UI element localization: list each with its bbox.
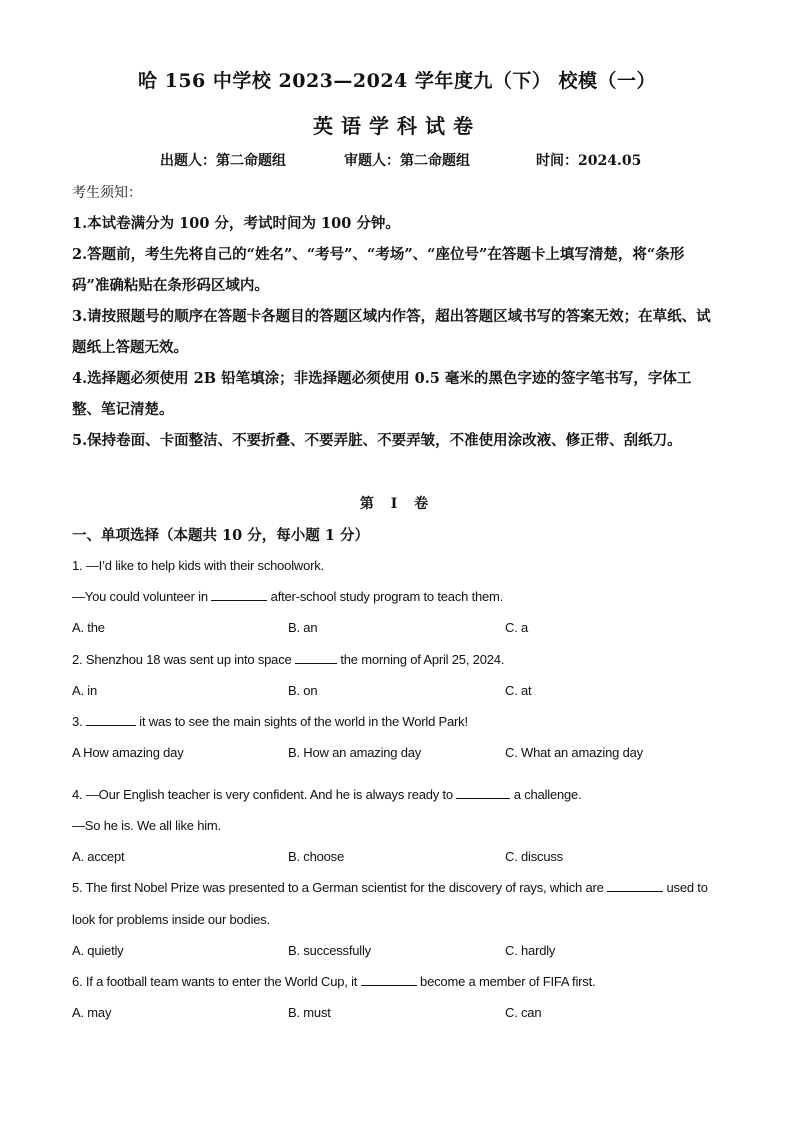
option-a: A. in — [72, 683, 98, 698]
option-a: A. quietly — [72, 943, 124, 958]
question-text: after-school study program to teach them. — [267, 589, 504, 604]
option-b: B. must — [288, 1005, 331, 1020]
notice-item: 4.选择题必须使用 2B 铅笔填涂；非选择题必须使用 0.5 毫米的黑色字迹的签字笔书写，字体工整、笔记清楚。 — [72, 370, 692, 418]
question-5 — [72, 872, 722, 903]
option-a: A. may — [72, 1005, 112, 1020]
answer-blank — [86, 713, 136, 726]
question-text: 5. The first Nobel Prize was presented to a German scientist for the discovery of rays, which are — [72, 880, 608, 895]
question-5-line2: look for problems inside our bodies. — [72, 912, 271, 927]
question-text: become a member of FIFA first. — [416, 974, 596, 989]
option-c: C. a — [505, 620, 529, 635]
setter-text: 出题人：第二命题组 — [160, 153, 286, 169]
exam-subtitle: 英语学科试卷 — [313, 114, 481, 138]
answer-blank — [295, 651, 337, 664]
notice-item: 3.请按照题号的顺序在答题卡各题目的答题区域内作答，超出答题区域书写的答案无效；在草纸、试题纸上答题无效。 — [72, 308, 711, 356]
question-4 — [72, 779, 722, 810]
question-2 — [72, 644, 722, 675]
option-c: C. at — [505, 683, 532, 698]
question-text: it was to see the main sights of the world in the World Park! — [135, 714, 468, 729]
question-3 — [72, 706, 722, 737]
option-c: C. What an amazing day — [505, 745, 643, 760]
answer-blank — [456, 786, 510, 799]
notice-heading: 考生须知： — [72, 185, 142, 201]
option-c: C. can — [505, 1005, 542, 1020]
date-text: 时间：2024.05 — [536, 153, 642, 169]
option-c: C. hardly — [505, 943, 556, 958]
question-text: 6. If a football team wants to enter the World Cup, it — [72, 974, 361, 989]
option-a: A. accept — [72, 849, 125, 864]
notice-item: 5.保持卷面、卡面整洁、不要折叠、不要弄脏、不要弄皱，不准使用涂改液、修正带、刮纸刀。 — [72, 432, 682, 449]
question-1-line1: 1. —I’d like to help kids with their schoolwork. — [72, 558, 324, 573]
question-text: 3. — [72, 714, 86, 729]
option-a: A. the — [72, 620, 105, 635]
reviewer-text: 审题人：第二命题组 — [344, 153, 470, 169]
option-c: C. discuss — [505, 849, 563, 864]
question-text: a challenge. — [510, 787, 582, 802]
option-b: B. How an amazing day — [288, 745, 422, 760]
answer-blank — [607, 879, 663, 892]
section-heading: 一、单项选择（本题共 10 分，每小题 1 分） — [72, 527, 369, 544]
question-6 — [72, 966, 722, 997]
question-text: used to — [663, 880, 708, 895]
option-a: A How amazing day — [72, 745, 184, 760]
option-b: B. on — [288, 683, 318, 698]
option-b: B. successfully — [288, 943, 371, 958]
question-text: 2. Shenzhou 18 was sent up into space — [72, 652, 295, 667]
answer-blank — [361, 973, 417, 986]
exam-title: 哈 156 中学校 2023—2024 学年度九（下） 校模（一） — [138, 70, 656, 92]
option-b: B. choose — [288, 849, 345, 864]
question-text: —You could volunteer in — [72, 589, 212, 604]
notice-item: 1.本试卷满分为 100 分，考试时间为 100 分钟。 — [72, 215, 400, 232]
question-text: 4. —Our English teacher is very confident. And he is always ready to — [72, 787, 457, 802]
option-b: B. an — [288, 620, 318, 635]
question-4-line2: —So he is. We all like him. — [72, 818, 221, 833]
answer-blank — [211, 588, 267, 601]
question-text: the morning of April 25, 2024. — [336, 652, 505, 667]
notice-item: 2.答题前，考生先将自己的“姓名”、“考号”、“考场”、“座位号”在答题卡上填写清楚，将“条形码”准确粘贴在条形码区域内。 — [72, 246, 685, 294]
question-1-line2 — [72, 581, 722, 612]
volume-heading: 第 I 卷 — [359, 496, 435, 512]
